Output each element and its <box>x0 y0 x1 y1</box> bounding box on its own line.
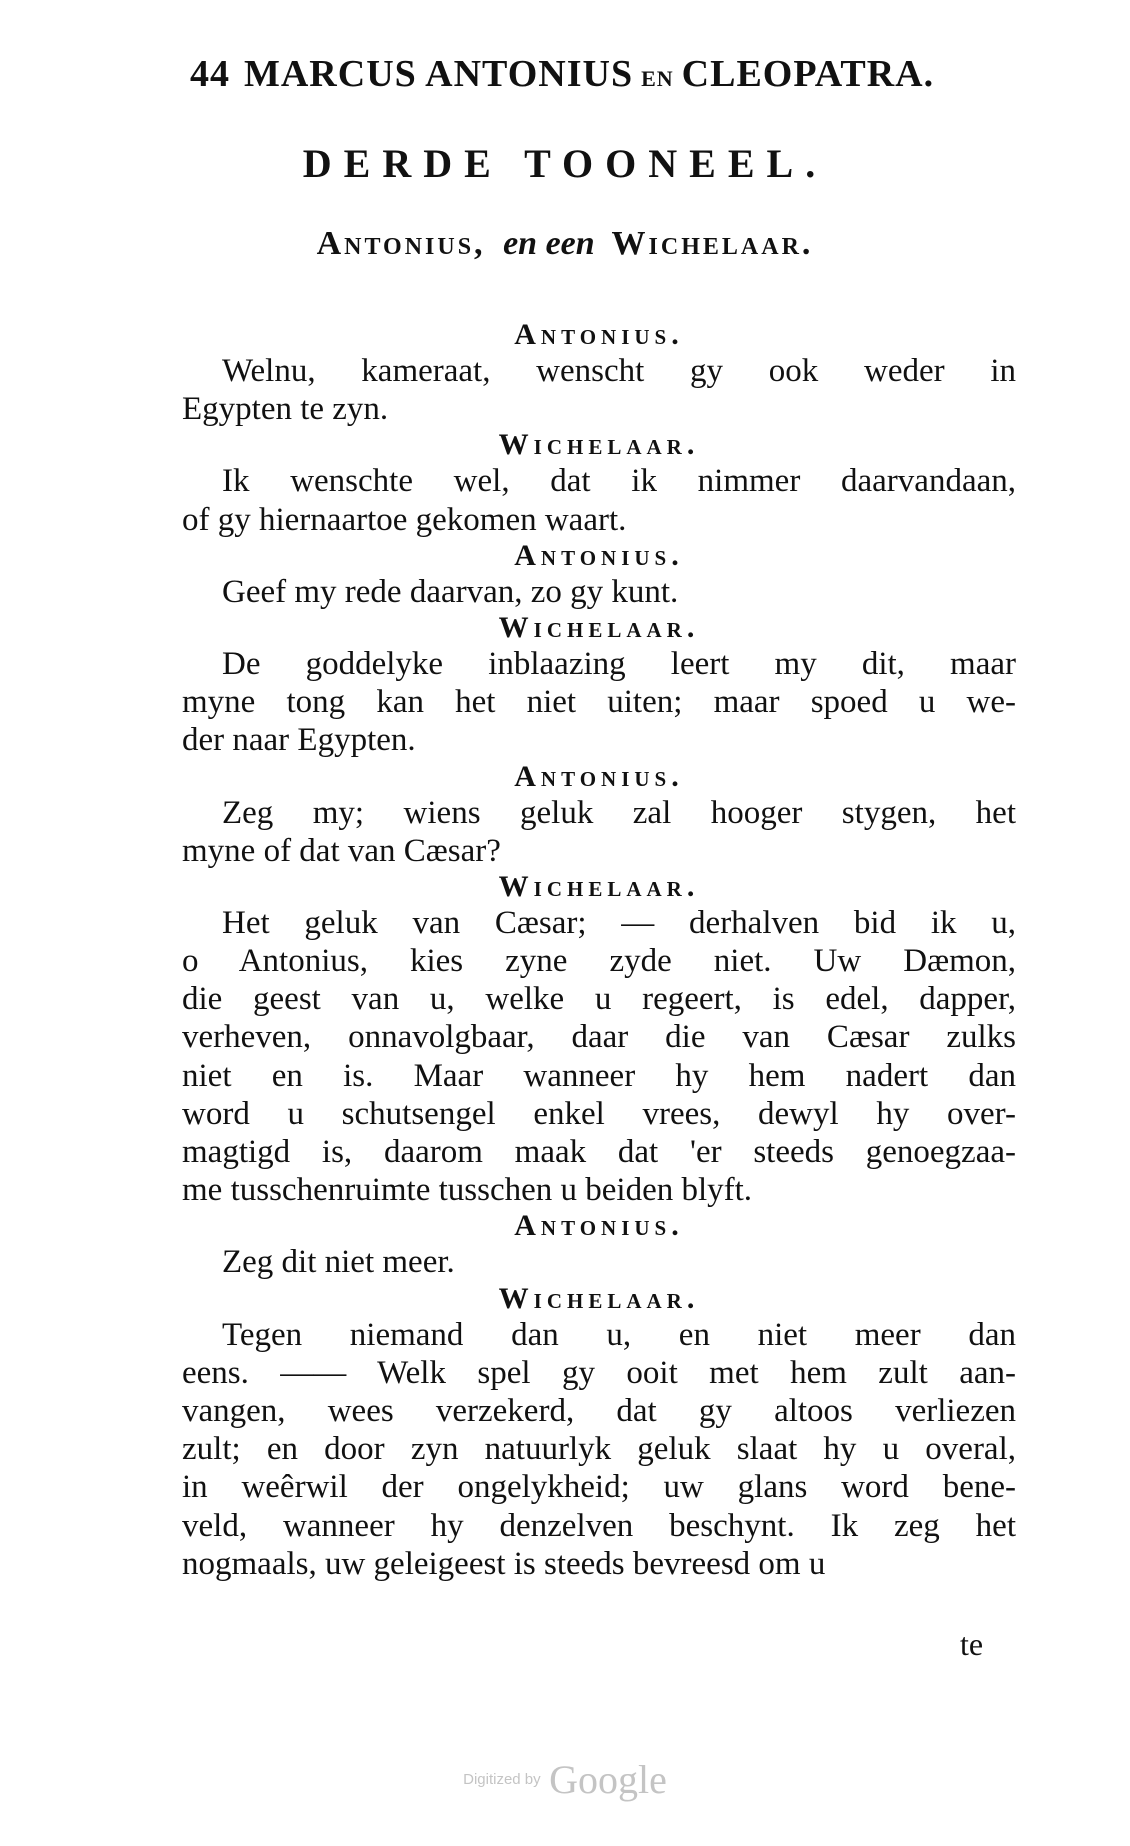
text-line: verheven, onnavolgbaar, daar die van Cæsar zulks <box>182 1019 1016 1056</box>
running-title-connector: EN <box>641 66 674 91</box>
text-line: Egypten te zyn. <box>182 391 389 428</box>
speaker-heading: Wichelaar. <box>498 428 700 462</box>
text-line: vangen, wees verzekerd, dat gy altoos verliezen <box>182 1392 1016 1429</box>
text-line: word u schutsengel enkel vrees, dewyl hy over- <box>182 1095 1016 1132</box>
cast-name-1: Antonius, <box>316 225 486 262</box>
text-line: Zeg dit niet meer. <box>222 1244 455 1281</box>
digitized-by-label: Digitized by <box>463 1771 541 1788</box>
text-line: niet en is. Maar wanneer hy hem nadert dan <box>182 1057 1016 1094</box>
text-line: der naar Egypten. <box>182 722 416 759</box>
text-line: die geest van u, welke u regeert, is edel, dapper, <box>182 981 1016 1018</box>
speaker-heading: Wichelaar. <box>498 1281 700 1315</box>
speaker-heading: Wichelaar. <box>498 869 700 903</box>
digitized-watermark <box>0 1756 1130 1803</box>
text-line: nogmaals, uw geleigeest is steeds bevreesd om u <box>182 1545 826 1582</box>
speaker-heading: Antonius. <box>514 318 684 351</box>
google-logo: Google <box>549 1757 667 1802</box>
text-line: eens. —— Welk spel gy ooit met hem zult aan- <box>182 1354 1016 1391</box>
running-head <box>190 52 1030 96</box>
text-line: zult; en door zyn natuurlyk geluk slaat hy u overal, <box>182 1431 1016 1468</box>
running-title-part2: CLEOPATRA. <box>681 53 935 95</box>
text-line: of gy hiernaartoe gekomen waart. <box>182 501 627 538</box>
text-line: Het geluk van Cæsar; — derhalven bid ik u, <box>222 904 1016 941</box>
text-line: o Antonius, kies zyne zyde niet. Uw Dæmon, <box>182 943 1016 980</box>
speaker-heading: Antonius. <box>514 538 684 572</box>
text-line: Geef my rede daarvan, zo gy kunt. <box>222 573 679 610</box>
page-number: 44 <box>190 53 230 95</box>
text-line: veld, wanneer hy denzelven beschynt. Ik zeg het <box>182 1507 1016 1544</box>
text-line: Ik wenschte wel, dat ik nimmer daarvandaan, <box>222 463 1016 500</box>
text-line: me tusschenruimte tusschen u beiden blyft. <box>182 1172 753 1209</box>
text-line: myne of dat van Cæsar? <box>182 832 501 869</box>
text-line: Tegen niemand dan u, en niet meer dan <box>222 1316 1016 1353</box>
speaker-heading: Wichelaar. <box>498 610 700 644</box>
text-line: Welnu, kameraat, wenscht gy ook weder in <box>222 353 1016 389</box>
cast-line <box>0 225 1130 263</box>
cast-connector: en een <box>503 225 595 262</box>
text-line: De goddelyke inblaazing leert my dit, maar <box>222 645 1016 682</box>
cast-name-2: Wichelaar. <box>611 225 814 262</box>
running-title-part1: MARCUS ANTONIUS <box>244 53 634 95</box>
speaker-heading: Antonius. <box>514 759 684 793</box>
scene-title: DERDE TOONEEL. <box>302 141 828 186</box>
dialogue-text <box>182 318 1016 1583</box>
speaker-heading: Antonius. <box>514 1209 684 1243</box>
text-line: in weêrwil der ongelykheid; uw glans word bene- <box>182 1469 1016 1506</box>
catchword: te <box>960 1626 984 1662</box>
text-line: Zeg my; wiens geluk zal hooger stygen, het <box>222 794 1016 831</box>
text-line: myne tong kan het niet uiten; maar spoed u we- <box>182 684 1016 721</box>
text-line: magtigd is, daarom maak dat 'er steeds genoegzaa- <box>182 1134 1016 1170</box>
